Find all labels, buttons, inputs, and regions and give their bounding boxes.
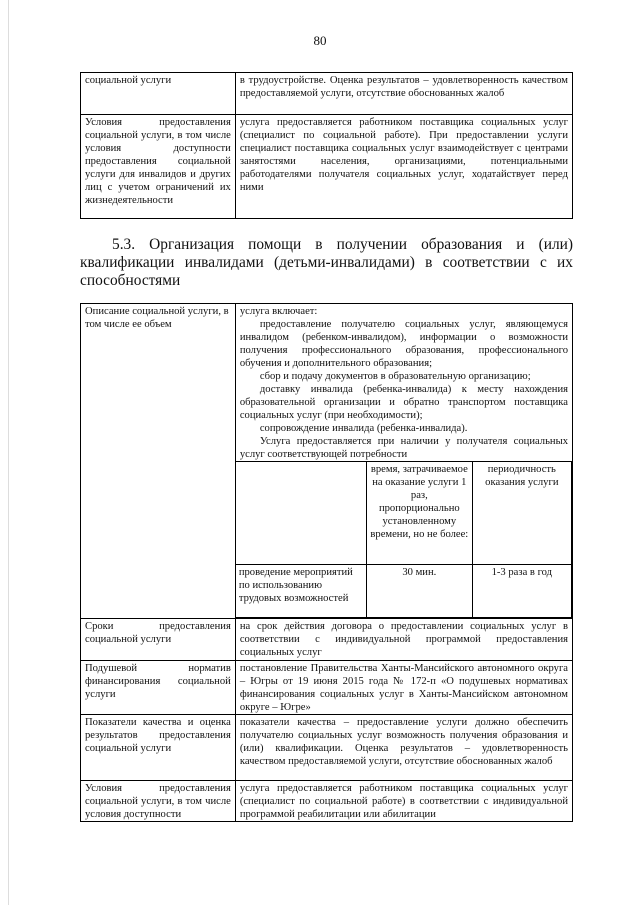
row-text: в трудоустройстве. Оценка результатов – удовлетворенность качеством предоставляемой услуги, отсутствие обоснованных жалоб — [235, 73, 572, 115]
service-table — [80, 303, 573, 822]
time-table — [235, 461, 572, 618]
list-item: сбор и подачу документов в образовательную организацию; — [259, 371, 531, 382]
list-item: доставку инвалида (ребенка-инвалида) к месту нахождения образовательной организации и обратно транспортом поставщика социальных услуг (при необходимости); — [239, 384, 568, 421]
table-continuation — [80, 72, 573, 219]
table-row — [81, 304, 573, 619]
table-row — [235, 565, 571, 618]
row-text: на срок действия договора о предоставлении социальных услуг в соответствии с индивидуальной программой предоставления социальных услуг — [235, 619, 572, 661]
description-intro: услуга включает: — [239, 306, 318, 317]
inner-cell-frequency: 1-3 раза в год — [472, 565, 571, 618]
inner-header-time: время, затрачиваемое на оказание услуги 1 раз, пропорционально установленному времени, но не более: — [366, 462, 472, 565]
scan-edge-line — [8, 0, 9, 905]
row-text: показатели качества – предоставление услуги должно обеспечить получателю социальных услуг возможность получения образования и (или) квалификации. Оценка результатов – удовлетворенность качеством предоставляемой услуги, отсутствие обоснованных жалоб — [235, 715, 572, 781]
row-text: услуга предоставляется работником поставщика социальных услуг (специалист по социальной работе). При предоставлении услуги специалист поставщика социальных услуг взаимодействует с центрами занятостями населения, организациями, потенциальными работодателями получателя социальных услуг, ходатайствует перед ними — [235, 115, 572, 219]
table-row — [81, 661, 573, 715]
inner-cell-time: 30 мин. — [366, 565, 472, 618]
list-item: предоставление получателю социальных услуг, являющемуся инвалидом (ребенком-инвалидом), информации о возможности получения профессионального образования, профессионального обучения и дополнительного образования; — [239, 319, 568, 369]
table-row — [81, 619, 573, 661]
row-text: постановление Правительства Ханты-Мансийского автономного округа – Югры от 19 июня 2015 года № 172-п «О подушевых нормативах финансирования социальных услуг в Ханты-Мансийском автономном округе – Югре» — [235, 661, 572, 715]
row-text — [235, 304, 572, 619]
table-row — [235, 462, 571, 565]
row-label: Показатели качества и оценка результатов предоставления социальной услуги — [81, 715, 236, 781]
row-label: Описание социальной услуги, в том числе ее объем — [81, 304, 236, 619]
row-label: Условия предоставления социальной услуги, в том числе условия доступности — [81, 781, 236, 822]
page-number: 80 — [313, 33, 327, 48]
row-label: Сроки предоставления социальной услуги — [81, 619, 236, 661]
row-label: Условия предоставления социальной услуги, в том числе условия доступности предоставления социальной услуги для инвалидов и других лиц с учетом ограничений их жизнедеятельности — [81, 115, 236, 219]
list-item: сопровождение инвалида (ребенка-инвалида). — [259, 423, 468, 434]
table-row — [81, 715, 573, 781]
section-heading-text: 5.3. Организация помощи в получении образования и (или) квалификации инвалидами (детьми-инвалидами) в соответствии с их способностями — [80, 236, 573, 289]
list-item: Услуга предоставляется при наличии у получателя социальных услуг соответствующей потребности — [239, 436, 568, 460]
table-row — [81, 73, 573, 115]
inner-header-empty — [235, 462, 366, 565]
inner-cell-activity: проведение мероприятий по использованию трудовых возможностей — [235, 565, 366, 618]
inner-header-frequency: периодичность оказания услуги — [472, 462, 571, 565]
table-row — [81, 115, 573, 219]
table-row — [81, 781, 573, 822]
row-text: услуга предоставляется работником поставщика социальных услуг (специалист по социальной работе) в соответствии с индивидуальной программой реабилитации или абилитации — [235, 781, 572, 822]
row-label: Подушевой норматив финансирования социальной услуги — [81, 661, 236, 715]
section-heading — [80, 236, 573, 290]
row-label: социальной услуги — [81, 73, 236, 115]
